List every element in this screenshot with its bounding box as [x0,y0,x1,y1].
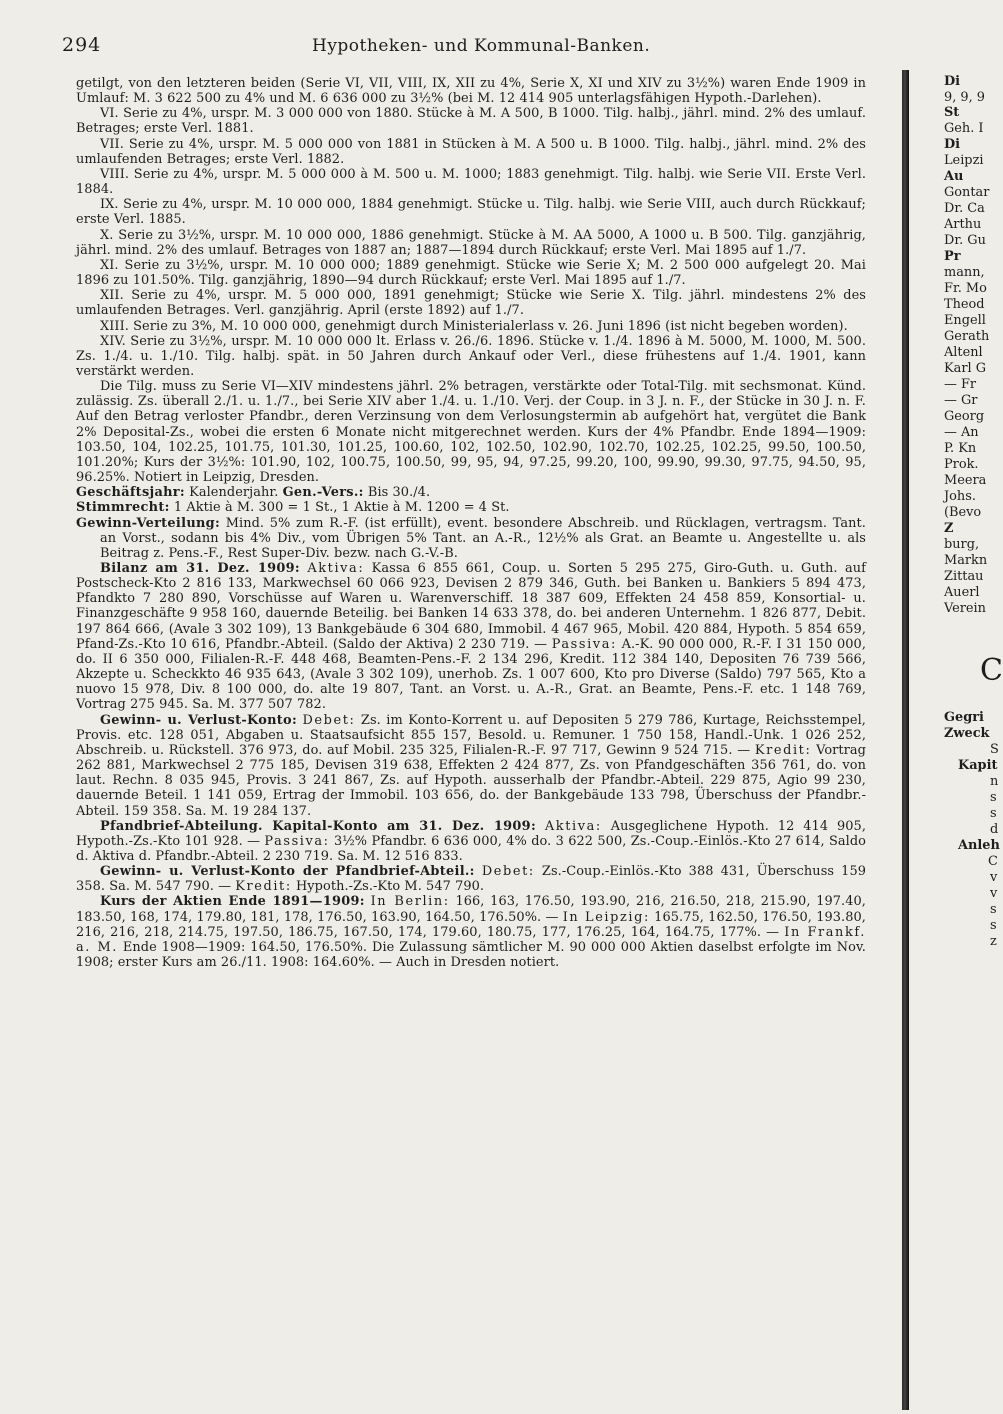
pfandbrief-guv-debet-label: Debet: [481,864,535,880]
guv-kredit-text: Vortrag 262 881, Markwechsel 2 775 185, Devisen 319 638, Effekten 2 424 877, Zs. von Pfandgeschäften 356 761, do. von laut. Rechn. 8 035 945, Provis. 3 241 867, Zs. auf Hypoth. ausserhalb der Pfandbr.-Abteil. 229 875, Agio 99 230, dauernde Beteil. 1 141 059, Ertrag der Immobil. 103 656, do. der Bankgebäude 133 798, Überschuss der Pfandbr.-Abteil. 159 358. Sa. M. 19 284 137. [76,742,866,819]
bilanz-aktiva-text: Kassa 6 855 661, Coup. u. Sorten 5 295 275, Giro-Guth. u. Guth. auf Postscheck-Kto 2 816 133, Markwechsel 60 066 923, Devisen 2 879 346, Guth. bei Banken u. Bankiers 5 894 473, Pfandkto 7 280 890, Vorschüsse auf Waren u. Warenverschiff. 18 387 609, Effekten 24 458 859, Konsortial- u. Finanzgeschäfte 9 958 160, dauernde Beteilig. bei Banken 14 633 378, do. bei anderen Unternehm. 1 826 877, Debit. 197 864 666, (Avale 3 302 109), 13 Bankgebäude 6 304 680, Immobil. 4 467 965, Mobil. 420 884, Hypoth. 5 854 659, Pfand-Zs.-Kto 10 616, Pfandbr.-Abteil. (Saldo der Aktiva) 2 230 719. — [76,561,866,652]
right-line: Di [944,74,961,89]
right-line: Johs. [944,489,976,504]
right-line: s [990,918,997,933]
right-line: Pr [944,249,961,264]
right-line: Anleh [958,838,1000,853]
right-line: Au [944,169,964,184]
kurs-leipzig-text: 165.75, 162.50, 176.50, 193.80, 216, 216, 218, 214.75, 197.50, 186.75, 167.50, 174, 179.60, 180.75, 177, 176.25, 164, 164.75, 177%. — [76,909,866,940]
right-line: Engell [944,313,986,328]
right-line: mann, [944,265,985,280]
intro-paragraph: getilgt, von den letzteren beiden (Serie VI, VII, VIII, IX, XII zu 4%, Serie X, XI und XIV zu 3½%) waren Ende 1909 in Umlauf: M. 3 622 500 zu 4% und M. 6 636 000 zu 3½% (bei M. 12 414 905 unterlagsfähigen Hypoth.-Darlehen). [76,76,866,107]
series-xii: XII. Serie zu 4%, urspr. M. 5 000 000, 1891 genehmigt; Stücke wie Serie X. Tilg. jährl. mindestens 2% des umlaufenden Betrages. Verl. ganzjährig. April (erste 1892) auf 1./7. [76,288,866,319]
pfandbrief-passiva-label: Passiva: [264,833,330,849]
right-line: Altenl [944,345,983,360]
right-line: s [990,790,997,805]
right-line: burg, [944,537,980,552]
gewinn-verteilung-label: Gewinn-Verteilung: [76,515,221,531]
bilanz [76,561,866,713]
right-line: Fr. Mo [944,281,987,296]
right-line: n [990,774,999,789]
right-line: — Gr [944,393,978,408]
right-line: (Bevo [944,505,982,520]
right-line: C [988,854,998,869]
right-line: Gerath [944,329,990,344]
page-number: 294 [62,34,102,56]
kurs-berlin-label: In Berlin: [370,894,450,910]
series-x: X. Serie zu 3½%, urspr. M. 10 000 000, 1886 genehmigt. Stücke à M. AA 5000, A 1000 u. B 500. Tilg. ganzjährig, jährl. mind. 2% des umlauf. Betrages von 1887 an; 1887—1894 durch Rückkauf; erste Verl. Mai 1895 auf 1./7. [76,227,866,258]
guv-debet-text: Zs. im Konto-Korrent u. auf Depositen 5 279 786, Kurtage, Reichsstempel, Provis. etc. 128 051, Abgaben u. Staatsaufsicht 855 157, Besold. u. Remuner. 1 750 158, Handl.-Unk. 1 026 252, Abschreib. u. Rückstell. 376 973, do. auf Mobil. 235 325, Filialen-R.-F. 97 717, Gewinn 9 524 715. — [76,712,866,758]
main-column [76,76,866,970]
right-line: Arthu [944,217,982,232]
right-line: Kapit [958,758,998,773]
column-divider [902,70,909,1410]
geschaeftsjahr-text: Kalenderjahr. [189,485,279,501]
stimmrecht-text: 1 Aktie à M. 300 = 1 St., 1 Aktie à M. 1200 = 4 St. [173,500,510,516]
right-line: 9, 9, 9 [944,90,985,105]
right-line: S [990,742,999,757]
geschaeftsjahr-label: Geschäftsjahr: [76,485,185,501]
guv-label: Gewinn- u. Verlust-Konto: [100,712,298,728]
right-line: Theod [944,297,985,312]
series-ix: IX. Serie zu 4%, urspr. M. 10 000 000, 1884 genehmigt. Stücke u. Tilg. halbj. wie Serie VIII, auch durch Rückkauf; erste Verl. 1885. [76,197,866,228]
series-xiii: XIII. Serie zu 3%, M. 10 000 000, genehmigt durch Ministerialerlass v. 26. Juni 1896 (ist nicht begeben worden). [100,318,848,334]
right-line: Z [944,521,954,536]
tilgung-paragraph: Die Tilg. muss zu Serie VI—XIV mindestens jährl. 2% betragen, verstärkte oder Total-Tilg. mit sechsmonat. Künd. zulässig. Zs. überall 2./1. u. 1./7., bei Serie XIV aber 1./4. u. 1./10. Verj. der Coup. in 3 J. n. F., der Stücke in 30 J. n. F. Auf den Betrag verloster Pfandbr., deren Verzinsung von dem Verlosungstermin ab aufgehört hat, vergütet die Bank 2% Deposital-Zs., wobei die ersten 6 Monate nicht mitgerechnet werden. Kurs der 4% Pfandbr. Ende 1894—1909: 103.50, 104, 102.25, 101.75, 101.30, 101.25, 100.60, 102, 102.50, 102.90, 102.70, 102.25, 102.25, 99.50, 100.50, 101.20%; Kurs der 3½%: 101.90, 102, 100.75, 100.50, 99, 95, 94, 97.25, 99.20, 100, 99.90, 99.30, 97.75, 94.50, 95, 96.25%. Notiert in Leipzig, Dresden. [76,379,866,486]
right-line: St [944,105,960,120]
geschaeftsjahr [76,485,866,500]
right-line: Gontar [944,185,990,200]
right-line: Dr. Ca [944,201,985,216]
right-line: — Fr [944,377,977,392]
right-line: Meera [944,473,987,488]
right-line: Auerl [944,585,980,600]
right-line: Geh. I [944,121,984,136]
pfandbrief-aktiva-text: Ausgeglichene Hypoth. 12 414 905, Hypoth.-Zs.-Kto 101 928. — [76,818,866,849]
pfandbrief-kapital-konto [76,819,866,864]
right-line: — An [944,425,979,440]
right-line: Zweck [944,726,990,741]
series-viii: VIII. Serie zu 4%, urspr. M. 5 000 000 à M. 500 u. M. 1000; 1883 genehmigt. Tilg. halbj. wie Serie VII. Erste Verl. 1884. [76,166,866,198]
pfandbrief-aktiva-label: Aktiva: [544,818,602,834]
right-line: s [990,902,997,917]
bilanz-label: Bilanz am 31. Dez. 1909: [100,561,300,576]
right-line: Markn [944,553,988,568]
pfandbrief-guv-kredit-label: Kredit: [235,879,292,895]
series-vii: VII. Serie zu 4%, urspr. M. 5 000 000 von 1881 in Stücken à M. A 500 u. B 1000. Tilg. halbj., jährl. mind. 2% des umlaufenden Betrages; erste Verl. 1882. [76,136,866,167]
bilanz-aktiva-label: Aktiva: [307,561,365,576]
stimmrecht [76,500,866,515]
right-line: Verein [944,601,986,616]
pfandbrief-guv-kredit-text: Hypoth.-Zs.-Kto M. 547 790. [295,879,485,895]
bilanz-passiva-label: Passiva: [551,636,617,652]
bilanz-passiva-text: A.-K. 90 000 000, R.-F. I 31 150 000, do. II 6 350 000, Filialen-R.-F. 448 468, Beamten-Pens.-F. 2 134 296, Kredit. 112 384 140, Depositen 76 739 566, Akzepte u. Scheckkto 46 935 643, (Avale 3 302 109), unerhob. Zs. 1 007 600, Kto pro Diverse (Saldo) 797 565, Kto a nuovo 15 978, Div. 8 100 000, do. alte 19 807, Tant. an Vorst. u. A.-R., Grat. an Beamte, Pens.-F. etc. 1 148 769, Vortrag 275 945. Sa. M. 377 507 782. [76,636,867,713]
kurs-berlin-text: 166, 163, 176.50, 193.90, 216, 216.50, 218, 215.90, 197.40, 183.50, 168, 174, 179.80, 181, 178, 176.50, 163.90, 164.50, 176.50%. — [76,894,866,925]
right-line: Gegri [944,710,984,725]
right-line: Leipzi [944,153,984,168]
right-line: Zittau [944,569,984,584]
right-line: Georg [944,409,985,424]
right-line: P. Kn [944,441,977,456]
right-line: s [990,806,997,821]
right-line: Karl G [944,361,986,376]
right-line: d [990,822,999,837]
right-line: C [980,653,1003,688]
kurs-label: Kurs der Aktien Ende 1891—1909: [100,894,365,910]
gen-vers-label: Gen.-Vers.: [282,485,364,501]
gewinn-verteilung-text: Mind. 5% zum R.-F. (ist erfüllt), event. besondere Abschreib. und Rücklagen, vertragsm. Tant. an Vorst., sodann bis 4% Div., vom Übrigen 5% Tant. an A.-R., 12½% als Grat. an Beamte u. Angestellte u. als Beitrag z. Pens.-F., Rest Super-Div. bezw. nach G.-V.-B. [100,515,866,561]
right-line: Dr. Gu [944,233,986,248]
gen-vers-text: Bis 30./4. [367,485,431,501]
right-line: Di [944,137,961,152]
kurs-der-aktien [76,894,866,970]
kurs-leipzig-label: In Leipzig: [562,909,650,925]
right-line: Prok. [944,457,979,472]
pfandbrief-guv-label: Gewinn- u. Verlust-Konto der Pfandbrief-Abteil.: [100,864,475,880]
guv-kredit-label: Kredit: [754,742,812,758]
gewinn-verteilung [76,516,866,561]
right-column-fragment [944,74,1003,1414]
right-line: v [990,886,998,901]
pfandbrief-label: Pfandbrief-Abteilung. Kapital-Konto am 31. Dez. 1909: [100,818,537,834]
right-line: z [990,934,997,949]
pfandbrief-passiva-text: 3½% Pfandbr. 6 636 000, 4% do. 3 622 500, Zs.-Coup.-Einlös.-Kto 27 614, Saldo d. Aktiva d. Pfandbr.-Abteil. 2 230 719. Sa. M. 12 516 833. [76,833,866,864]
series-xi: XI. Serie zu 3½%, urspr. M. 10 000 000; 1889 genehmigt. Stücke wie Serie X; M. 2 500 000 aufgelegt 20. Mai 1896 zu 101.50%. Tilg. ganzjährig, 1890—94 durch Rückkauf; erste Verl. Mai 1895 auf 1./7. [76,257,866,289]
kurs-frankfurt-text: Ende 1908—1909: 164.50, 176.50%. Die Zulassung sämtlicher M. 90 000 000 Aktien daselbst erfolgte im Nov. 1908; erster Kurs am 26./11. 1908: 164.60%. — Auch in Dresden notiert. [76,939,866,971]
gewinn-verlust-konto [76,713,866,819]
guv-debet-label: Debet: [302,712,356,728]
running-title: Hypotheken- und Kommunal-Banken. [312,36,651,56]
pfandbrief-guv-debet-text: Zs.-Coup.-Einlös.-Kto 388 431, Überschuss 159 358. Sa. M. 547 790. — [76,864,867,895]
kurs-frankfurt-label: In Frankf. a. M. [76,924,866,955]
pfandbrief-gewinn-verlust [76,864,866,894]
series-vi: VI. Serie zu 4%, urspr. M. 3 000 000 von 1880. Stücke à M. A 500, B 1000. Tilg. halbj., jährl. mind. 2% des umlauf. Betrages; erste Verl. 1881. [76,106,866,137]
right-line: v [990,870,998,885]
stimmrecht-label: Stimmrecht: [76,500,170,516]
series-xiv: XIV. Serie zu 3½%, urspr. M. 10 000 000 lt. Erlass v. 26./6. 1896. Stücke v. 1./4. 1896 à M. 5000, M. 1000, M. 500. Zs. 1./4. u. 1./10. Tilg. halbj. spät. in 50 Jahren durch Ankauf oder Verl., diese frühestens auf 1./4. 1901, kann verstärkt werden. [76,333,866,379]
